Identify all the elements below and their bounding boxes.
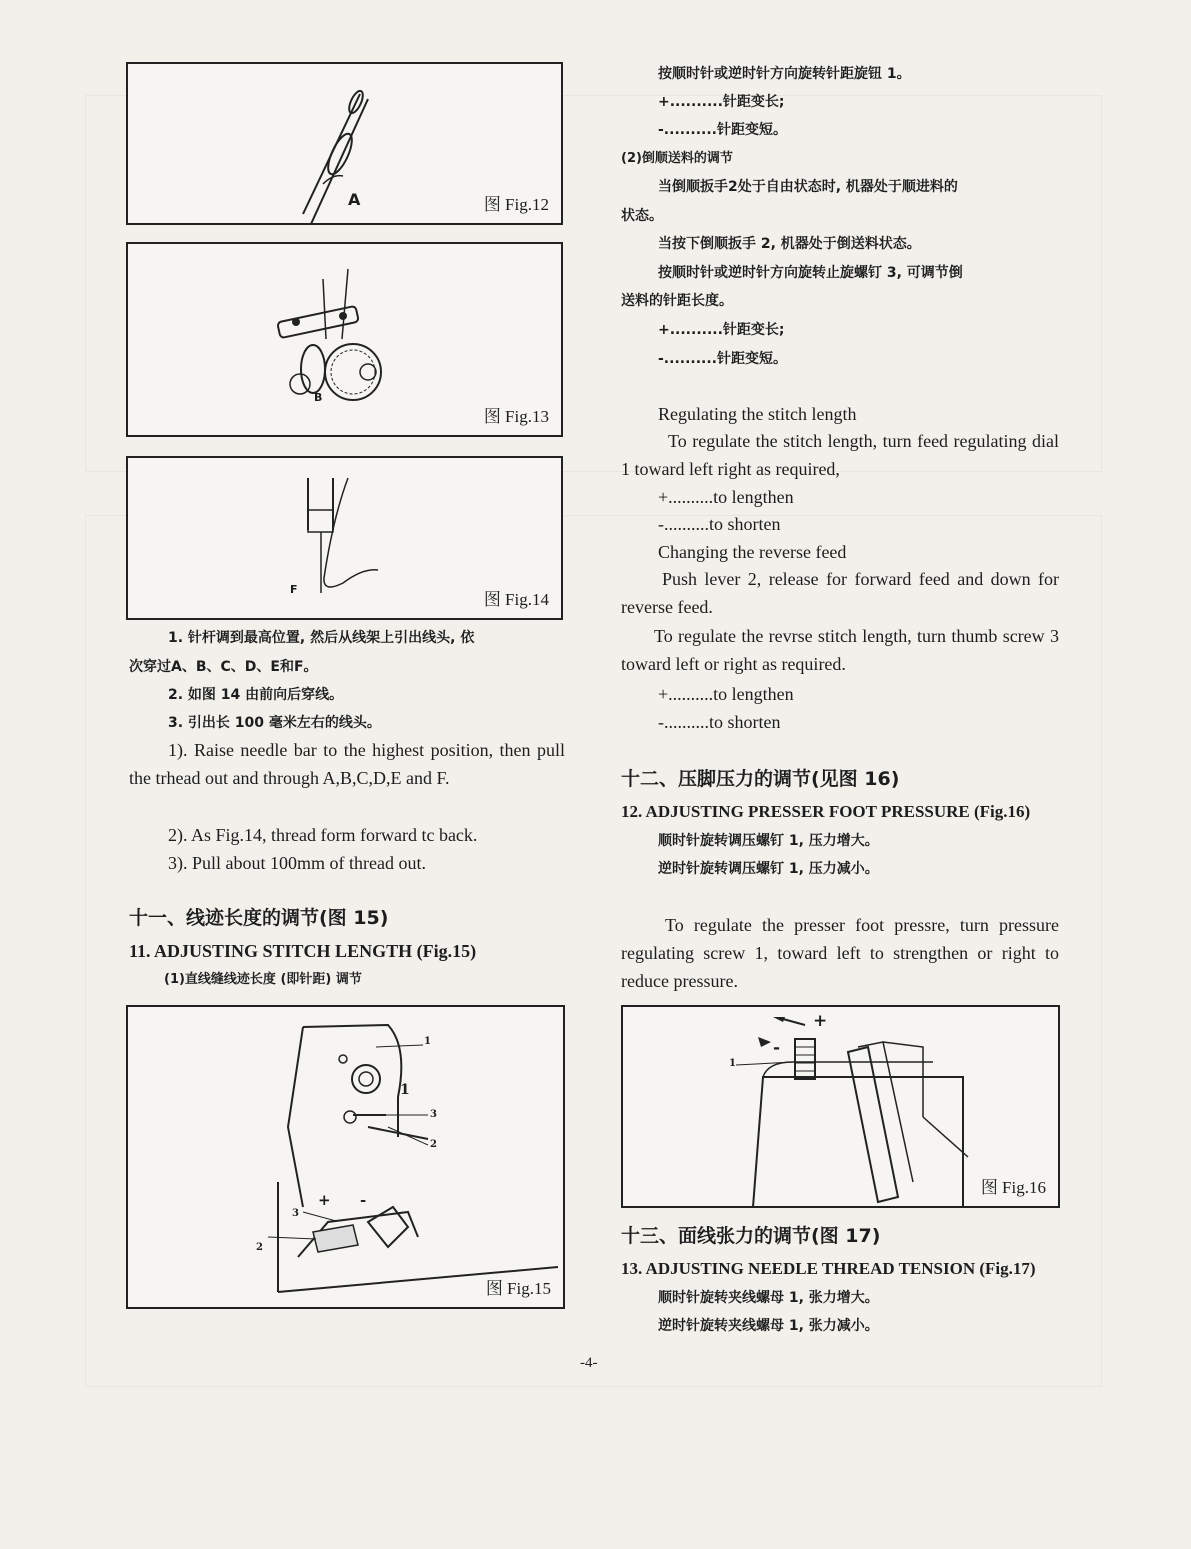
en-regulating-body: To regulate the stitch length, turn feed regulating dial 1 toward left right as required, — [621, 431, 1059, 479]
cn-step1-line1: 1. 针杆调到最高位置, 然后从线架上引出线头, 依 — [168, 630, 475, 646]
cn-tension-1: 顺时针旋转夹线螺母 1, 张力增大。 — [658, 1290, 879, 1306]
figure-14-caption: 图 Fig.14 — [483, 590, 549, 609]
en-minus-1: -..........to shorten — [658, 514, 781, 534]
figure-14 — [126, 456, 563, 620]
cn-minus-1: -..........针距变短。 — [658, 122, 787, 138]
figure-13-caption: 图 Fig.13 — [483, 407, 549, 426]
en-plus-2: +..........to lengthen — [658, 684, 794, 704]
section-12-title-cn: 十二、压脚压力的调节(见图 16) — [621, 768, 900, 790]
cn-tension-2: 逆时针旋转夹线螺母 1, 张力减小。 — [658, 1318, 879, 1334]
en-step2: 2). As Fig.14, thread form forward tc back. — [168, 825, 478, 845]
section-11-subtitle: (1)直线缝线迹长度 (即针距) 调节 — [164, 972, 362, 987]
cn-minus-2: -..........针距变短。 — [658, 351, 787, 367]
fig15-callout-2: 2 — [430, 1139, 437, 1150]
section-12-title-en: 12. ADJUSTING PRESSER FOOT PRESSURE (Fig.16) — [621, 802, 1031, 821]
cn-step2: 2. 如图 14 由前向后穿线。 — [168, 687, 344, 703]
fig16-plus: + — [813, 1011, 828, 1031]
en-step1: 1). Raise needle bar to the highest position, then pull the trhead out and through A,B,C,D,E and F. — [129, 740, 565, 788]
cn-reverse-line2: 状态。 — [621, 208, 663, 224]
section-13-title-en: 13. ADJUSTING NEEDLE THREAD TENSION (Fig.17) — [621, 1259, 1036, 1278]
figure-16 — [621, 1005, 1060, 1208]
en-reverse-title: Changing the reverse feed — [658, 542, 847, 562]
figure-12 — [126, 62, 563, 225]
cn-pressure-1: 顺时针旋转调压螺钉 1, 压力增大。 — [658, 833, 879, 849]
en-plus-1: +..........to lengthen — [658, 487, 794, 507]
en-reverse-body: Push lever 2, release for forward feed and down for reverse feed. — [621, 569, 1059, 617]
en-step3: 3). Pull about 100mm of thread out. — [168, 853, 426, 873]
en-reverse-body-2: To regulate the revrse stitch length, turn thumb screw 3 toward left or right as required. — [621, 626, 1059, 674]
en-pressure-body: To regulate the presser foot pressre, turn pressure regulating screw 1, toward left to strengthen or right to reduce pressure. — [621, 915, 1059, 991]
figure-15-caption: 图 Fig.15 — [485, 1279, 551, 1298]
en-minus-2: -..........to shorten — [658, 712, 781, 732]
fig15-callout-1: 1 — [424, 1036, 431, 1047]
cn-dial-instruction: 按顺时针或逆时针方向旋转针距旋钮 1。 — [658, 66, 911, 82]
figure-12-caption: 图 Fig.12 — [483, 195, 549, 214]
fig15-callout-3b: 3 — [292, 1208, 299, 1219]
figure-13 — [126, 242, 563, 437]
cn-plus-2: +..........针距变长; — [658, 322, 785, 338]
cn-reverse-line3: 当按下倒顺扳手 2, 机器处于倒送料状态。 — [658, 236, 921, 252]
figure-16-caption: 图 Fig.16 — [980, 1178, 1046, 1197]
fig16-minus: - — [773, 1038, 781, 1058]
cn-reverse-line4: 按顺时针或逆时针方向旋转止旋螺钉 3, 可调节倒 — [658, 265, 963, 281]
cn-plus-1: +..........针距变长; — [658, 94, 785, 110]
cn-step3: 3. 引出长 100 毫米左右的线头。 — [168, 715, 381, 731]
fig16-callout-1: 1 — [729, 1058, 736, 1069]
fig15-plus: + — [318, 1191, 331, 1209]
cn-step1-line2: 次穿过A、B、C、D、E和F。 — [129, 659, 318, 675]
fig15-callout-2b: 2 — [256, 1242, 263, 1253]
page-number: -4- — [580, 1355, 598, 1371]
cn-reverse-title: (2)倒顺送料的调节 — [621, 151, 733, 166]
label-a: A — [348, 190, 361, 209]
label-b: B — [314, 391, 323, 404]
fig15-callout-3: 3 — [430, 1109, 437, 1120]
fig15-callout-1b: 1 — [400, 1082, 410, 1098]
section-11-title-cn: 十一、线迹长度的调节(图 15) — [129, 907, 389, 929]
cn-pressure-2: 逆时针旋转调压螺钉 1, 压力减小。 — [658, 861, 879, 877]
label-f: F — [290, 583, 298, 596]
figure-15 — [126, 1005, 565, 1309]
cn-reverse-line1: 当倒顺扳手2处于自由状态时, 机器处于顺进料的 — [658, 179, 958, 195]
section-13-title-cn: 十三、面线张力的调节(图 17) — [621, 1225, 881, 1247]
cn-reverse-line5: 送料的针距长度。 — [621, 293, 733, 309]
stitch-length-dial-diagram — [128, 1007, 567, 1311]
fig15-minus: - — [360, 1191, 367, 1209]
section-11-title-en: 11. ADJUSTING STITCH LENGTH (Fig.15) — [129, 941, 477, 961]
en-regulating-title: Regulating the stitch length — [658, 404, 857, 424]
